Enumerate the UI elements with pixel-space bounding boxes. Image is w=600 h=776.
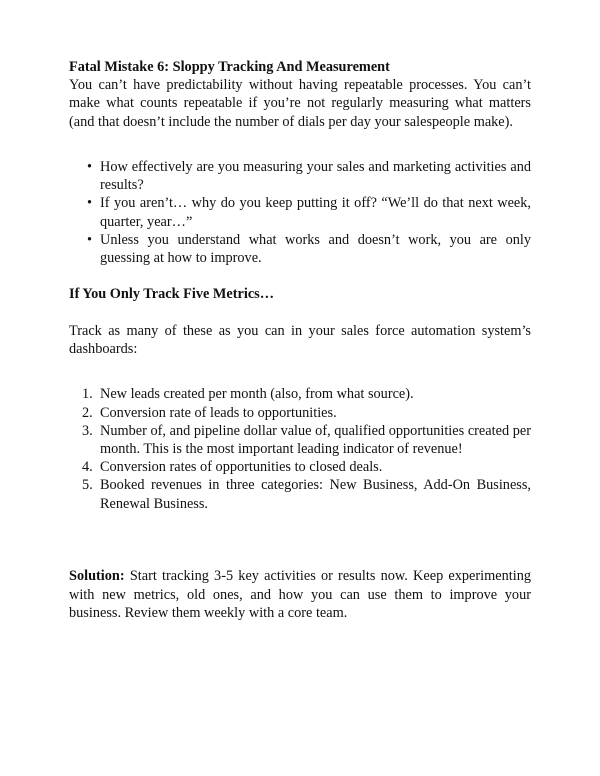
solution-paragraph	[69, 567, 531, 622]
spacer	[69, 376, 531, 385]
solution-text: Start tracking 3-5 key activities or results now. Keep experimenting with new metrics, old ones, and how you can use them to improve your business. Review them weekly with a core team.	[69, 568, 531, 621]
page-title: Fatal Mistake 6: Sloppy Tracking And Measurement	[69, 59, 390, 75]
list-item: Conversion rate of leads to opportunities.	[100, 404, 337, 421]
spacer	[69, 549, 531, 567]
list-item: Booked revenues in three categories: New Business, Add-On Business, Renewal Business.	[100, 477, 531, 512]
list-item: • If you aren’t… why do you keep putting it off? “We’ll do that next week, quarter, year…”	[100, 194, 531, 230]
list-item: New leads created per month (also, from what source).	[100, 386, 414, 403]
spacer	[69, 131, 531, 149]
spacer	[69, 149, 531, 158]
spacer	[69, 513, 531, 549]
track-paragraph: Track as many of these as you can in your sales force automation system’s dashboards:	[69, 322, 531, 357]
list-item: Conversion rates of opportunities to closed deals.	[100, 459, 383, 476]
metrics-list	[69, 385, 531, 512]
list-item: • Unless you understand what works and doesn’t work, you are only guessing at how to improve.	[100, 231, 531, 267]
intro-paragraph: You can’t have predictability without having repeatable processes. You can’t make what counts repeatable if you’re not regularly measuring what matters (and that doesn’t include the number of dials per day your salespeople make).	[69, 77, 531, 130]
list-item: Number of, and pipeline dollar value of, qualified opportunities created per month. This is the most important leading indicator of revenue!	[100, 422, 531, 457]
subsection-heading: If You Only Track Five Metrics…	[69, 286, 275, 303]
list-item: • How effectively are you measuring your sales and marketing activities and results?	[100, 158, 531, 194]
spacer	[69, 267, 531, 285]
spacer	[69, 358, 531, 376]
bullet-list	[69, 158, 531, 267]
spacer	[69, 304, 531, 322]
solution-label: Solution:	[69, 568, 125, 585]
document-body	[69, 58, 531, 622]
